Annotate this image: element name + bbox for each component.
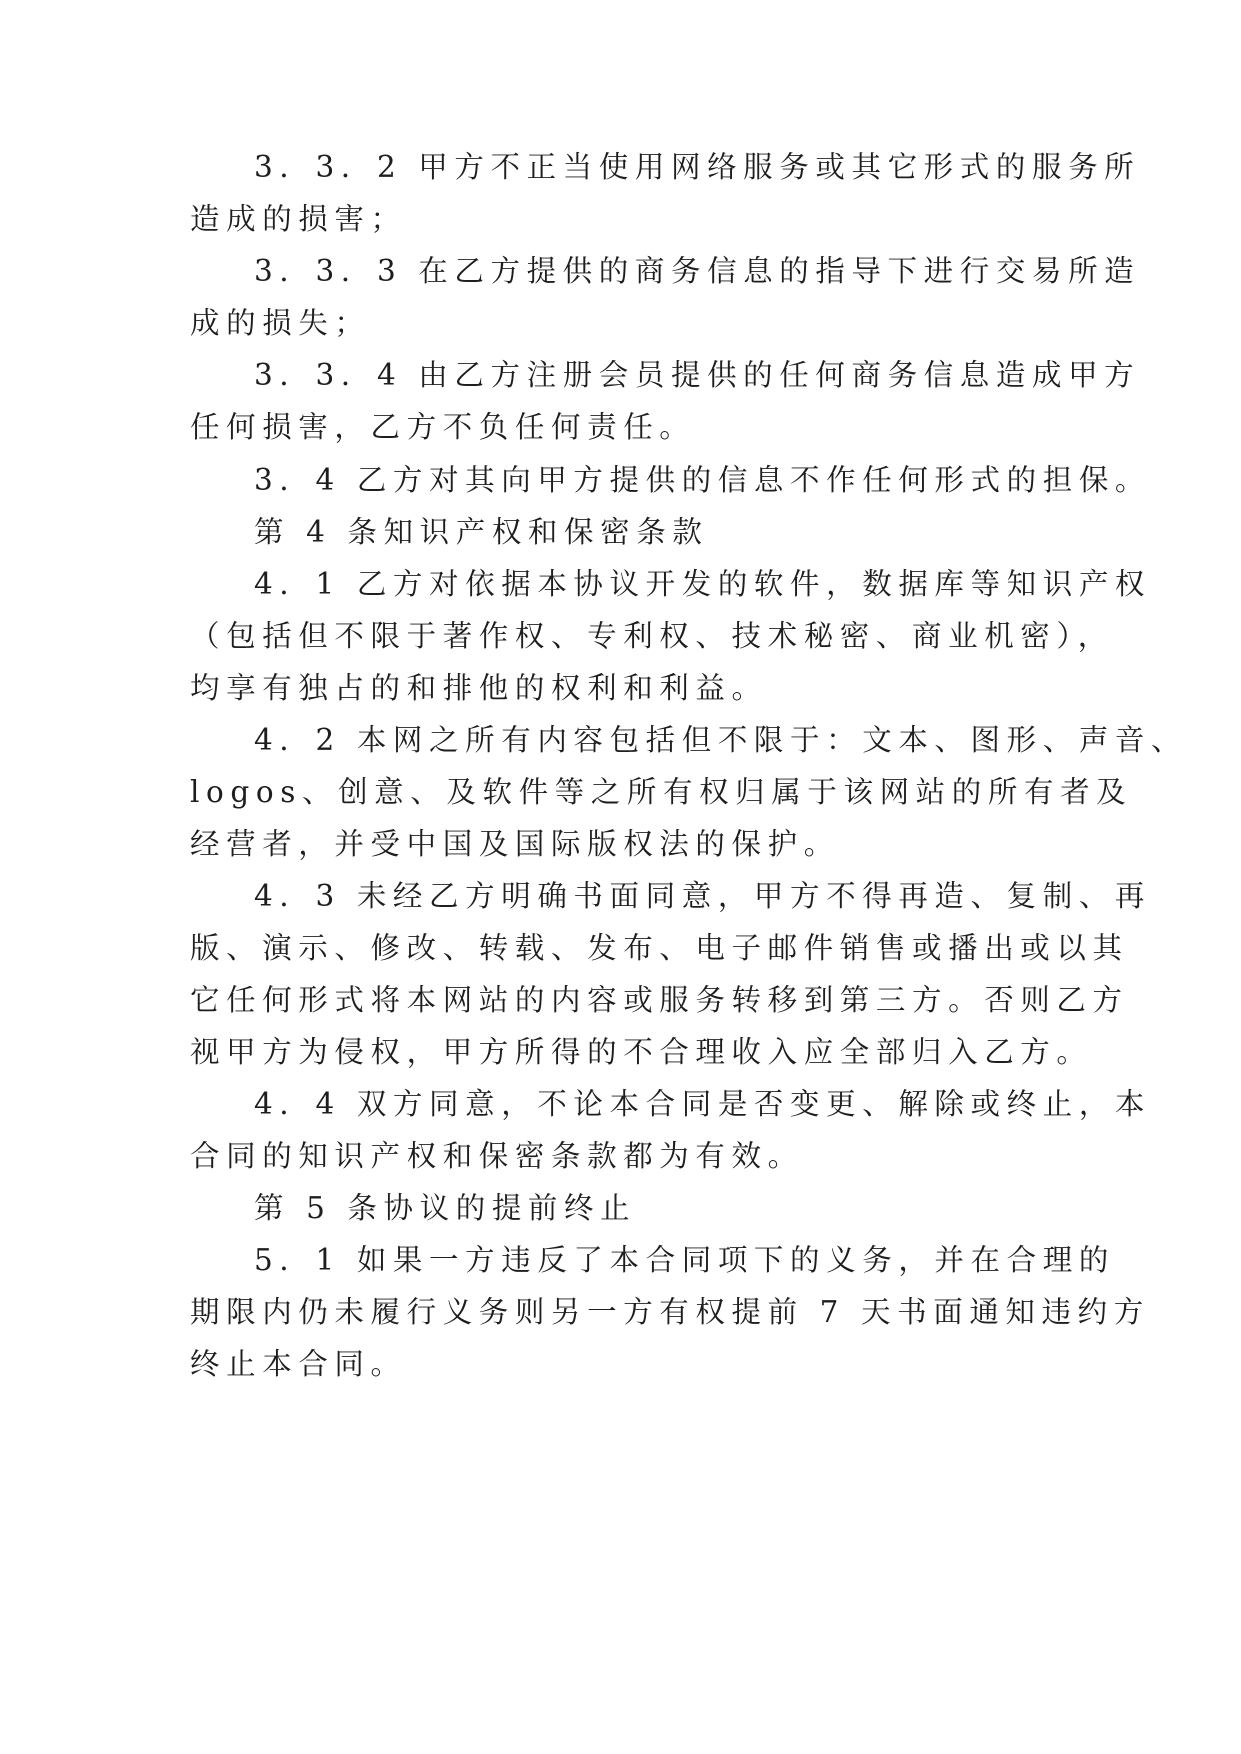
- clause-3-3-3-line-1: 3．3．3 在乙方提供的商务信息的指导下进行交易所造: [254, 254, 1141, 288]
- clause-3-3-2-line-1: 3．3．2 甲方不正当使用网络服务或其它形式的服务所: [254, 150, 1141, 184]
- clause-4-3-line-4: 视甲方为侵权，甲方所得的不合理收入应全部归入乙方。: [190, 1035, 1093, 1069]
- clause-3-3-2-line-2: 造成的损害；: [190, 202, 407, 236]
- section-4-heading: 第 4 条知识产权和保密条款: [254, 515, 709, 549]
- clause-4-4-line-2: 合同的知识产权和保密条款都为有效。: [190, 1139, 804, 1173]
- clause-4-3-line-3: 它任何形式将本网站的内容或服务转移到第三方。否则乙方: [190, 983, 1129, 1017]
- clause-4-1-line-1: 4．1 乙方对依据本协议开发的软件，数据库等知识产权: [254, 567, 1152, 601]
- clause-5-1-line-3: 终止本合同。: [190, 1347, 407, 1381]
- clause-3-3-4-line-1: 3．3．4 由乙方注册会员提供的任何商务信息造成甲方: [254, 358, 1141, 392]
- clause-5-1-line-1: 5．1 如果一方违反了本合同项下的义务，并在合理的: [254, 1243, 1115, 1277]
- clause-4-2-line-1: 4．2 本网之所有内容包括但不限于：文本、图形、声音、: [254, 723, 1188, 757]
- clause-4-4-line-1: 4．4 双方同意，不论本合同是否变更、解除或终止，本: [254, 1087, 1152, 1121]
- clause-3-3-4-line-2: 任何损害，乙方不负任何责任。: [190, 410, 696, 444]
- clause-3-3-3-line-2: 成的损失；: [190, 306, 371, 340]
- clause-3-4-line-1: 3．4 乙方对其向甲方提供的信息不作任何形式的担保。: [254, 463, 1152, 497]
- clause-4-1-line-2: （包括但不限于著作权、专利权、技术秘密、商业机密），: [190, 619, 1114, 653]
- clause-4-3-line-2: 版、演示、修改、转载、发布、电子邮件销售或播出或以其: [190, 931, 1129, 965]
- section-5-heading: 第 5 条协议的提前终止: [254, 1191, 637, 1225]
- clause-4-3-line-1: 4．3 未经乙方明确书面同意，甲方不得再造、复制、再: [254, 879, 1152, 913]
- clause-5-1-line-2: 期限内仍未履行义务则另一方有权提前 7 天书面通知违约方: [190, 1295, 1150, 1329]
- clause-4-1-line-3: 均享有独占的和排他的权利和利益。: [190, 671, 768, 705]
- clause-4-2-line-2: logos、创意、及软件等之所有权归属于该网站的所有者及: [190, 775, 1133, 809]
- clause-4-2-line-3: 经营者，并受中国及国际版权法的保护。: [190, 827, 840, 861]
